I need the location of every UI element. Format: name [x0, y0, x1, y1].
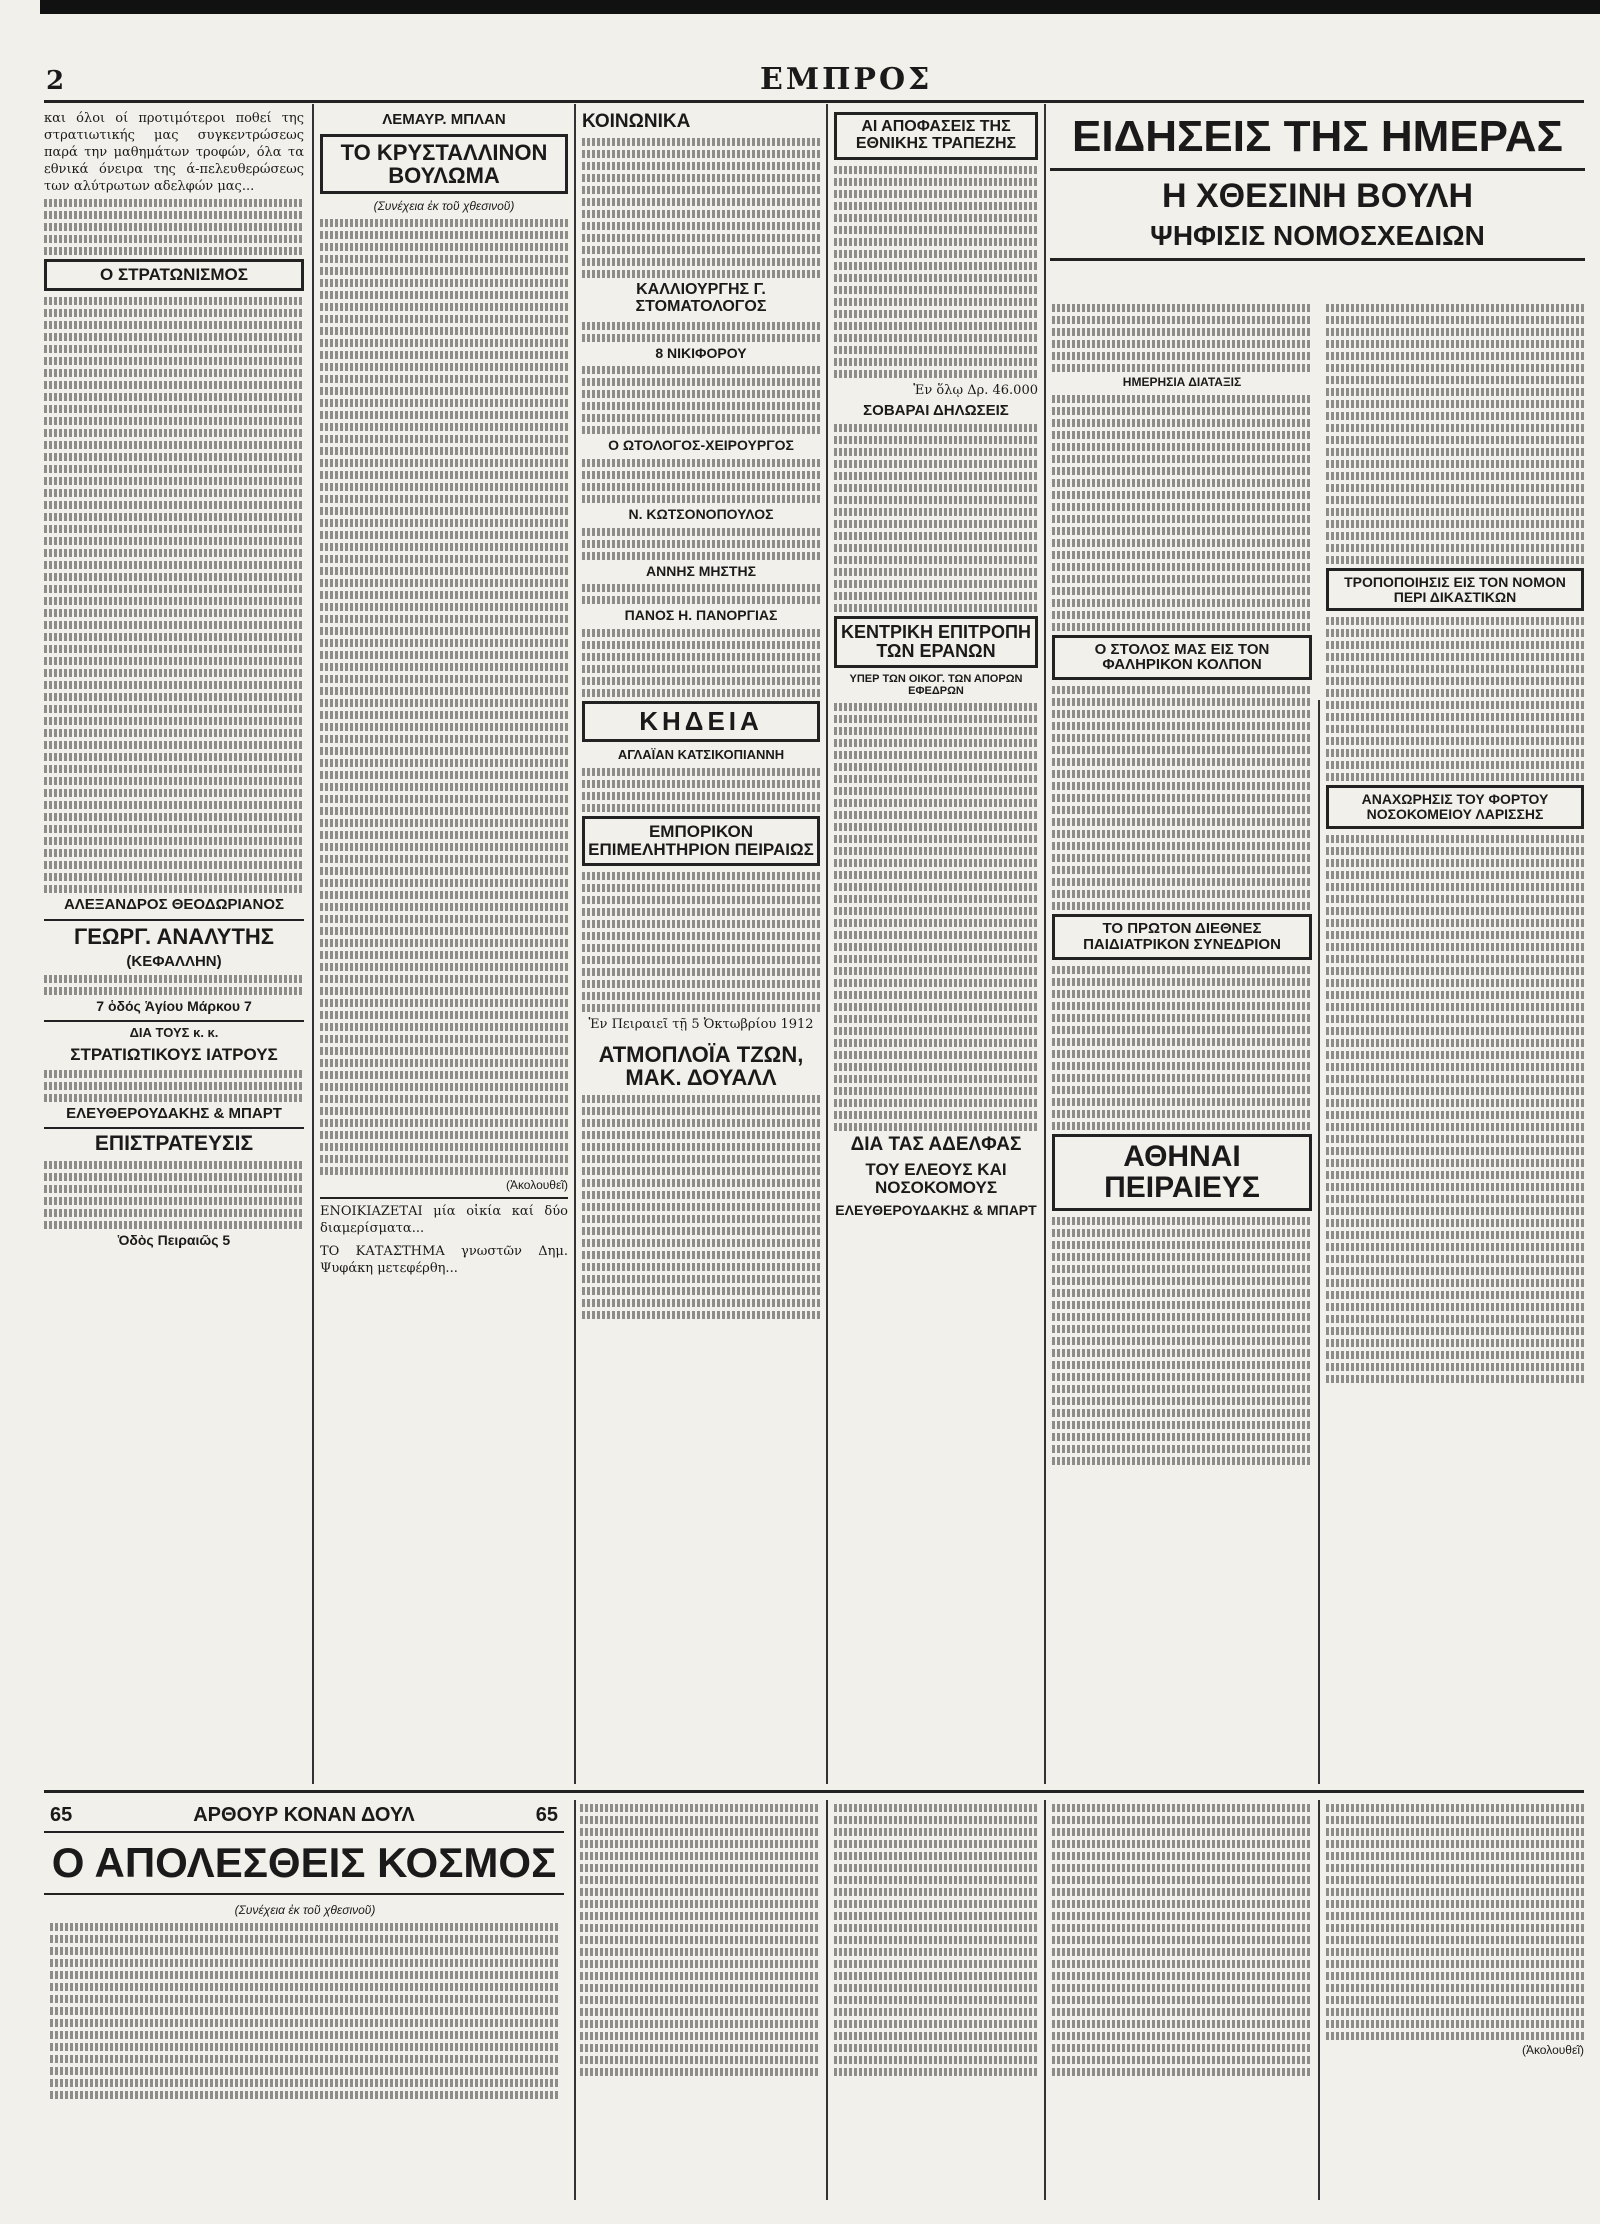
notice-title: ΚΑΛΛΙΟΥΡΓΗΣ Γ. ΣΤΟΜΑΤΟΛΟΓΟΣ — [635, 280, 767, 315]
ad-subtitle: ΤΟΥ ΕΛΕΟΥΣ ΚΑΙ ΝΟΣΟΚΟΜΟΥΣ — [865, 1160, 1007, 1197]
notice-text — [582, 528, 820, 560]
feuilleton-header — [44, 1800, 564, 1895]
ad-title: ΕΠΙΣΤΡΑΤΕΥΣΙΣ — [94, 1132, 254, 1156]
body-text — [1052, 1804, 1312, 2076]
intro-text: και όλοι οί προτιμότεροι ποθεί της στρατιωτικής μας συγκεντρώσεως παρά την μαθημάτων τροφών, όλα τα εθνικά όνειρα της ά-πελευθερώσεως των αλύτρωτων αδελφών μας... — [44, 111, 304, 194]
chamber-date: Ἐν Πειραιεῖ τῇ 5 Ὀκτωβρίου 1912 — [588, 1016, 814, 1032]
body-text — [582, 138, 820, 278]
column-rule — [1318, 1800, 1320, 2200]
body-text — [580, 1804, 820, 2076]
serial-title: Ο ΑΠΟΛΕΣΘΕΙΣ ΚΟΣΜΟΣ — [44, 1839, 564, 1895]
shipping-title: ΑΤΜΟΠΛΟΪΑ ΤΖΩΝ, ΜΑΚ. ΔΟΥΑΛΛ — [598, 1041, 804, 1090]
notice-text — [582, 584, 820, 604]
feuilleton-rule — [44, 1790, 1584, 1793]
ad-title: ΣΤΡΑΤΙΩΤΙΚΟΥΣ ΙΑΤΡΟΥΣ — [70, 1044, 278, 1064]
notice-title: Ν. ΚΩΤΣΟΝΟΠΟΥΛΟΣ — [628, 505, 774, 522]
column-rule — [826, 1800, 828, 2200]
body-text — [1326, 1804, 1584, 2040]
body-text — [1052, 686, 1312, 910]
article-signature: ΑΛΕΞΑΝΔΡΟΣ ΘΕΟΔΩΡΙΑΝΟΣ — [63, 895, 285, 913]
news-banner — [1050, 112, 1585, 261]
ad-address: Ὁδὸς Πειραιῶς 5 — [117, 1232, 231, 1249]
continuation-note: (Συνέχεια ἐκ τοῦ χθεσινοῦ) — [373, 198, 515, 213]
column-rule — [1318, 700, 1320, 1784]
serial-author: ΑΡΘΟΥΡ ΚΟΝΑΝ ΔΟΥΛ — [193, 1804, 415, 1826]
box-subtitle: ΥΠΕΡ ΤΩΝ ΟΙΚΟΓ. ΤΩΝ ΑΠΟΡΩΝ ΕΦΕΔΡΩΝ — [849, 673, 1023, 697]
ad-header: ΔΙΑ ΤΟΥΣ κ. κ. — [129, 1025, 219, 1041]
installment-number: 65 — [535, 1804, 558, 1826]
serial-column-5 — [1326, 1800, 1584, 2200]
story-title: ΑΘΗΝΑΙ ΠΕΙΡΑΙΕΥΣ — [1052, 1134, 1312, 1211]
funeral-title: ΚΗΔΕΙΑ — [582, 701, 820, 742]
serial-column-2 — [580, 1800, 820, 2200]
ad-publisher: ΕΛΕΥΘΕΡΟΥΔΑΚΗΣ & ΜΠΑΡΤ — [66, 1104, 282, 1122]
serial-column-1 — [50, 1900, 560, 2200]
notice-text — [582, 322, 820, 342]
serial-column-3 — [834, 1800, 1038, 2200]
column-1 — [44, 110, 304, 1785]
column-rule — [1044, 104, 1046, 1784]
notice-text — [582, 459, 820, 503]
end-note: (Ἀκολουθεῖ) — [1521, 2043, 1584, 2057]
notice-title: Ο ΩΤΟΛΟΓΟΣ-ΧΕΙΡΟΥΡΓΟΣ — [608, 437, 794, 454]
body-text — [1326, 304, 1584, 564]
ad-subtitle: (ΚΕΦΑΛΛΗΝ) — [126, 952, 222, 970]
banner-subtitle: ΨΗΦΙΣΙΣ ΝΟΜΟΣΧΕΔΙΩΝ — [1050, 220, 1585, 261]
body-text — [1052, 304, 1312, 372]
ad-text — [44, 1070, 304, 1102]
column-6 — [1326, 300, 1584, 1784]
body-text — [1052, 395, 1312, 631]
body-text — [834, 424, 1038, 612]
total-line: Ἐν ὅλῳ Δρ. 46.000 — [913, 382, 1038, 398]
column-rule — [574, 104, 576, 1784]
ad-text — [44, 1161, 304, 1229]
body-text — [834, 703, 1038, 1131]
ad-title: ΓΕΩΡΓ. ΑΝΑΛΥΤΗΣ — [74, 923, 274, 949]
body-text — [834, 166, 1038, 378]
body-text — [1052, 1217, 1312, 1465]
page-number: 2 — [46, 66, 65, 96]
body-text — [834, 1804, 1038, 2076]
body-text — [1326, 617, 1584, 781]
box-title: ΚΕΝΤΡΙΚΗ ΕΠΙΤΡΟΠΗ ΤΩΝ ΕΡΑΝΩΝ — [834, 616, 1038, 668]
masthead: ΕΜΠΡΟΣ — [760, 62, 933, 97]
continuation-note: (Συνέχεια ἐκ τοῦ χθεσινοῦ) — [234, 1903, 376, 1917]
notice-title: ΑΝΝΗΣ ΜΗΣΤΗΣ — [646, 562, 756, 579]
subheading: ΣΟΒΑΡΑΙ ΔΗΛΩΣΕΙΣ — [863, 401, 1009, 419]
story-title: ΤΟ ΚΡΥΣΤΑΛΛΙΝΟΝ ΒΟΥΛΩΜΑ — [320, 134, 568, 194]
classified-ad: ΤΟ ΚΑΤΑΣΤΗΜΑ γνωστῶν Δημ. Ψυφάκη μετεφέρθη... — [320, 1244, 568, 1277]
funeral-text — [582, 768, 820, 812]
section-title: ΚΟΙΝΩΝΙΚΑ — [582, 111, 691, 132]
ad-text — [44, 975, 304, 995]
chamber-text — [582, 872, 820, 1012]
top-border — [40, 0, 1600, 14]
story-title: ΑΙ ΑΠΟΦΑΣΕΙΣ ΤΗΣ ΕΘΝΙΚΗΣ ΤΡΑΠΕΖΗΣ — [834, 112, 1038, 160]
notice-text — [582, 366, 820, 434]
story-title: ΑΝΑΧΩΡΗΣΙΣ ΤΟΥ ΦΟΡΤΟΥ ΝΟΣΟΚΟΜΕΙΟΥ ΛΑΡΙΣΣΗΣ — [1326, 785, 1584, 828]
ad-address: 7 ὁδός Ἁγίου Μάρκου 7 — [96, 998, 252, 1015]
notice-title: ΠΑΝΟΣ Η. ΠΑΝΟΡΓΙΑΣ — [624, 607, 778, 624]
subheading: ΗΜΕΡΗΣΙΑ ΔΙΑΤΑΞΙΣ — [1122, 375, 1242, 389]
funeral-name: ΑΓΛΑΪΑΝ ΚΑΤΣΙΚΟΠΙΑΝΝΗ — [617, 747, 785, 763]
byline: ΛΕΜΑΥΡ. ΜΠΛΑΝ — [382, 111, 506, 128]
column-4 — [834, 108, 1038, 1783]
body-text — [44, 297, 304, 893]
ad-title: ΔΙΑ ΤΑΣ ΑΔΕΛΦΑΣ — [850, 1134, 1022, 1156]
body-text — [50, 1923, 560, 2099]
serial-column-4 — [1052, 1800, 1312, 2200]
masthead-rule — [44, 100, 1584, 103]
column-rule — [826, 104, 828, 1784]
column-3 — [582, 108, 820, 1783]
story-title: Ο ΣΤΟΛΟΣ ΜΑΣ ΕΙΣ ΤΟΝ ΦΑΛΗΡΙΚΟΝ ΚΟΛΠΟΝ — [1052, 635, 1312, 681]
section-title: Ο ΣΤΡΑΤΩΝΙΣΜΟΣ — [44, 259, 304, 291]
classified-ad: ΕΝΟΙΚΙΑΖΕΤΑΙ μία οἰκία καί δύο διαμερίσματα... — [320, 1204, 568, 1237]
notice-title: 8 ΝΙΚΙΦΟΡΟΥ — [655, 344, 747, 361]
notice-text — [582, 629, 820, 697]
body-text — [1326, 835, 1584, 1383]
column-rule — [574, 1800, 576, 2200]
column-rule — [312, 104, 314, 1784]
installment-number: 65 — [50, 1804, 73, 1826]
chamber-title: ΕΜΠΟΡΙΚΟΝ ΕΠΙΜΕΛΗΤΗΡΙΟΝ ΠΕΙΡΑΙΩΣ — [582, 816, 820, 866]
story-title: ΤΡΟΠΟΠΟΙΗΣΙΣ ΕΙΣ ΤΟΝ ΝΟΜΟΝ ΠΕΡΙ ΔΙΚΑΣΤΙΚΩΝ — [1326, 568, 1584, 611]
body-text — [44, 199, 304, 255]
column-5 — [1052, 300, 1312, 1784]
banner-title: ΕΙΔΗΣΕΙΣ ΤΗΣ ΗΜΕΡΑΣ — [1050, 112, 1585, 171]
ad-publisher: ΕΛΕΥΘΕΡΟΥΔΑΚΗΣ & ΜΠΑΡΤ — [835, 1201, 1037, 1218]
column-2 — [320, 108, 568, 1783]
body-text — [1052, 966, 1312, 1130]
banner-subtitle: Η ΧΘΕΣΙΝΗ ΒΟΥΛΗ — [1161, 177, 1474, 215]
column-rule — [1044, 1800, 1046, 2200]
body-text — [320, 219, 568, 1175]
shipping-text — [582, 1095, 820, 1319]
story-title: ΤΟ ΠΡΩΤΟΝ ΔΙΕΘΝΕΣ ΠΑΙΔΙΑΤΡΙΚΟΝ ΣΥΝΕΔΡΙΟΝ — [1052, 914, 1312, 960]
end-note: (Ἀκολουθεῖ) — [505, 1177, 568, 1192]
